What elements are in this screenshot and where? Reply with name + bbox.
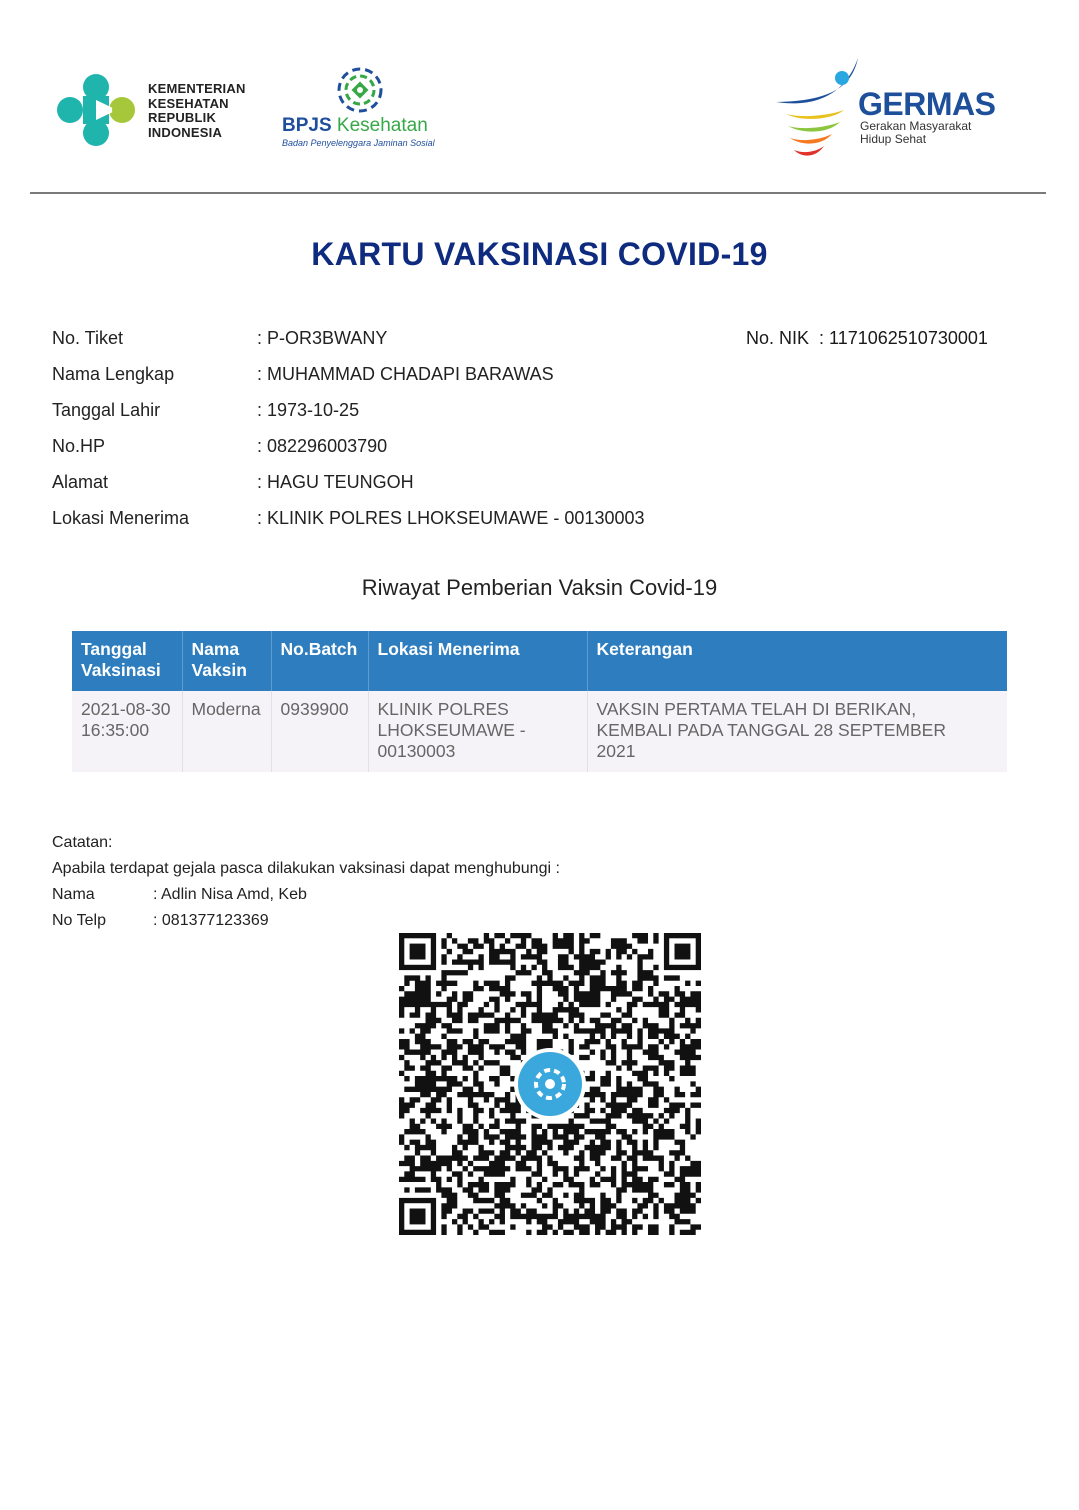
notes-text: Apabila terdapat gejala pasca dilakukan vaksinasi dapat menghubungi : (52, 860, 560, 877)
lokasi-value: : KLINIK POLRES LHOKSEUMAWE - 00130003 (257, 508, 645, 528)
col-nama-vaksin: Nama Vaksin (182, 631, 271, 691)
bpjs-name: BPJS Kesehatan (282, 115, 428, 136)
kemenkes-logo-icon (55, 72, 137, 148)
nama-value: : MUHAMMAD CHADAPI BARAWAS (257, 364, 554, 384)
lahir-label: Tanggal Lahir (52, 400, 161, 420)
header-divider (30, 192, 1046, 194)
col-batch: No.Batch (271, 631, 368, 691)
lahir-value: : 1973-10-25 (257, 400, 360, 420)
germas-name: GERMAS (858, 86, 996, 122)
hp-label: No.HP (52, 436, 106, 456)
tiket-label: No. Tiket (52, 328, 124, 348)
col-tanggal: Tanggal Vaksinasi (72, 631, 182, 691)
qr-code-icon (399, 933, 701, 1235)
kemenkes-name: KEMENTERIAN KESEHATAN REPUBLIK INDONESIA (148, 81, 246, 140)
nama-label: Nama Lengkap (52, 364, 175, 384)
qr-code (399, 933, 701, 1235)
nik-field (746, 328, 988, 349)
bpjs-logo-icon (336, 67, 384, 113)
germas-logo-icon (772, 56, 862, 160)
history-header-row (72, 631, 1007, 691)
contact-phone-value: : 081377123369 (153, 912, 269, 929)
cell-keterangan: VAKSIN PERTAMA TELAH DI BERIKAN, KEMBALI PADA TANGGAL 28 SEPTEMBER 2021 (587, 691, 1007, 772)
nik-label: No. NIK (746, 328, 810, 348)
bpjs-subtitle: Badan Penyelenggara Jaminan Sosial (282, 138, 435, 148)
contact-phone-label: No Telp (52, 912, 106, 929)
contact-name-label: Nama (52, 886, 95, 903)
alamat-value: : HAGU TEUNGOH (257, 472, 414, 492)
cell-vaksin: Moderna (182, 691, 271, 772)
history-title: Riwayat Pemberian Vaksin Covid-19 (361, 575, 718, 600)
contact-name-value: : Adlin Nisa Amd, Keb (153, 886, 307, 903)
lokasi-label: Lokasi Menerima (52, 508, 190, 528)
col-keterangan: Keterangan (587, 631, 1007, 691)
history-table (72, 631, 1007, 772)
alamat-label: Alamat (52, 472, 109, 492)
hp-value: : 082296003790 (257, 436, 388, 456)
notes-heading: Catatan: (52, 834, 113, 851)
cell-lokasi: KLINIK POLRES LHOKSEUMAWE - 00130003 (368, 691, 587, 772)
germas-subtitle: Gerakan Masyarakat Hidup Sehat (860, 119, 972, 146)
tiket-value: : P-OR3BWANY (257, 328, 388, 348)
cell-batch: 0939900 (271, 691, 368, 772)
col-lokasi: Lokasi Menerima (368, 631, 587, 691)
notes-contact-phone (52, 912, 452, 932)
nik-value: : 1171062510730001 (819, 328, 988, 348)
cell-tanggal: 2021-08-30 16:35:00 (72, 691, 182, 772)
page-title: KARTU VAKSINASI COVID-19 (311, 236, 768, 272)
notes-contact-name (52, 886, 452, 906)
table-row (72, 691, 1007, 772)
